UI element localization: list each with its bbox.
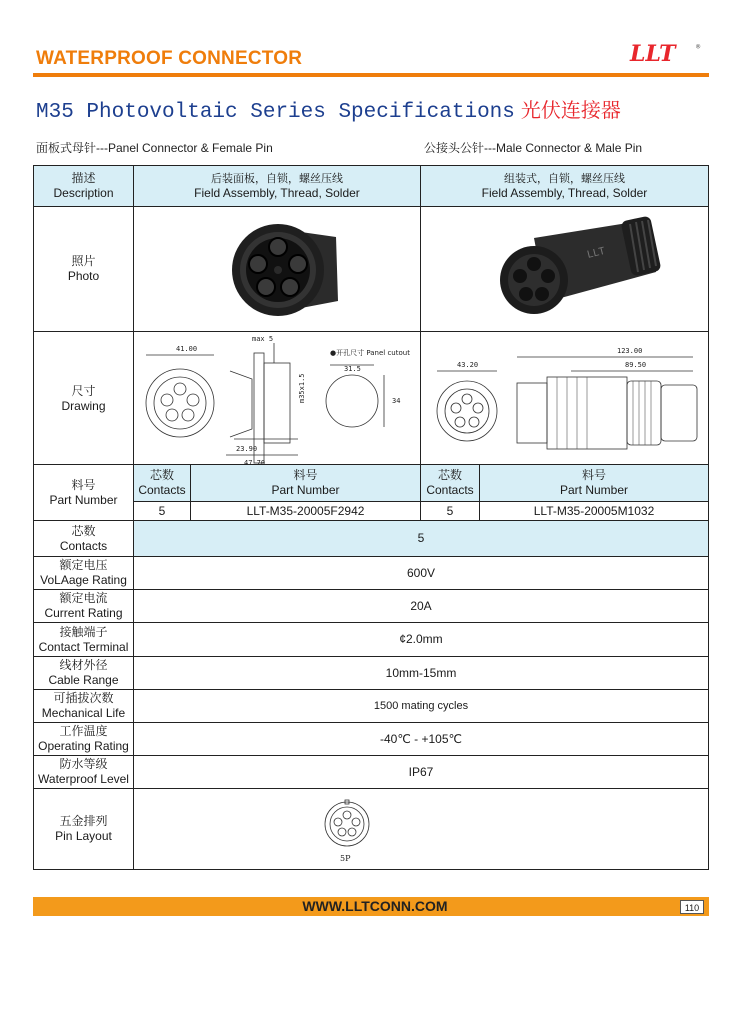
spec-label-cable (34, 657, 133, 689)
spec-label-cn: 芯数 (71, 523, 96, 538)
spec-label-temp (34, 723, 133, 755)
spec-label-en: Current Rating (44, 606, 123, 620)
spec-label-en: Waterproof Level (38, 772, 129, 786)
dim-4320: 43.20 (457, 361, 479, 369)
col-rule (420, 166, 421, 520)
left-part-number: LLT-M35-20005F2942 (246, 503, 365, 518)
part-number-label (34, 465, 133, 520)
header-rule (33, 73, 709, 77)
dim-cutout-34: 34 (392, 397, 401, 405)
spec-value-life: 1500 mating cycles (373, 699, 469, 712)
llt-logo (626, 40, 710, 66)
spec-value-voltage: 600V (406, 565, 436, 580)
drawing-label-en: Drawing (61, 398, 106, 413)
description-label-en: Description (53, 186, 114, 200)
spec-value-terminal: ¢2.0mm (399, 632, 443, 646)
spec-label-terminal (34, 623, 133, 656)
description-left-cn: 后装面板，自锁，螺丝压线 (211, 172, 343, 185)
spec-label-cn: 工作温度 (59, 724, 108, 738)
spec-value-cable: 10mm-15mm (385, 665, 457, 680)
spec-value-contacts: 5 (134, 521, 708, 556)
spec-label-waterproof (34, 756, 133, 788)
spec-label-cn: 额定电流 (59, 591, 108, 605)
photo-label (34, 207, 133, 331)
spec-value-temp: -40℃ - +105℃ (380, 731, 462, 746)
spec-label-en: Mechanical Life (41, 706, 126, 720)
spec-value-current: 20A (410, 598, 432, 613)
row-rule (34, 656, 708, 657)
description-label-cn: 描述 (71, 171, 96, 185)
dim-41: 41.00 (176, 345, 198, 353)
spec-label-cn: 额定电压 (59, 558, 108, 572)
spec-label-en: Operating Rating (38, 739, 129, 753)
panel-connector-drawing (134, 333, 420, 464)
male-connector-photo (496, 216, 666, 324)
description-label (34, 166, 133, 206)
subtitle-male-connector: 公接头公针---Male Connector & Male Pin (424, 141, 643, 155)
description-right-cn: 组装式，自锁，螺丝压线 (504, 172, 625, 185)
dim-2390: 23.90 (236, 445, 258, 453)
col-rule (133, 166, 134, 869)
spec-label-life (34, 690, 133, 722)
panel-connector-photo (224, 215, 344, 325)
spec-label-en: Contact Terminal (38, 639, 129, 654)
row-rule (34, 520, 708, 521)
row-rule (34, 755, 708, 756)
drawing-label-cn: 尺寸 (71, 383, 96, 398)
dim-cutout-315: 31.5 (344, 365, 361, 373)
spec-label-en: VoLAage Rating (40, 573, 127, 587)
spec-label-cn: 防水等级 (59, 757, 108, 771)
right-contacts-value: 5 (446, 503, 454, 518)
right-part-header-en: Part Number (559, 483, 629, 497)
section-title: WATERPROOF CONNECTOR (36, 48, 303, 69)
spec-label-cn: 接触端子 (59, 624, 108, 639)
right-part-header-cn: 料号 (581, 468, 606, 482)
logo-mark: ® (696, 43, 701, 51)
series-title-en: M35 Photovoltaic Series Specifications (36, 101, 515, 124)
subtitle-panel-connector: 面板式母针---Panel Connector & Female Pin (36, 141, 273, 155)
pin-layout-label-en: Pin Layout (55, 829, 112, 843)
spec-label-cn: 可插拔次数 (53, 691, 114, 705)
pin-layout-label (34, 789, 133, 869)
series-title (36, 94, 621, 124)
right-part-number: LLT-M35-20005M1032 (533, 503, 655, 518)
part-number-label-en: Part Number (49, 492, 118, 507)
panel-cutout-note: ●开孔尺寸 Panel cutout (330, 349, 410, 357)
row-rule (34, 722, 708, 723)
row-rule (34, 464, 708, 465)
right-contacts-header-cn: 芯数 (437, 468, 462, 482)
left-contacts-value: 5 (158, 503, 166, 518)
photo-label-cn: 照片 (71, 254, 96, 268)
row-rule (34, 788, 708, 789)
photo-label-en: Photo (67, 269, 100, 283)
drawing-label (34, 333, 133, 464)
description-right (421, 166, 708, 206)
left-contacts-header (134, 465, 190, 501)
description-right-en: Field Assembly, Thread, Solder (481, 186, 648, 200)
left-part-header (191, 465, 420, 501)
row-rule (34, 331, 708, 332)
footer-url[interactable]: WWW.LLTCONN.COM (302, 898, 448, 914)
dim-m35: m35x1.5 (298, 373, 306, 403)
row-rule (34, 622, 708, 623)
col-rule (190, 464, 191, 520)
col-rule (479, 464, 480, 520)
row-rule (34, 689, 708, 690)
left-part-header-cn: 料号 (293, 468, 318, 482)
spec-label-current (34, 590, 133, 622)
dim-12300: 123.00 (617, 347, 643, 355)
pin-layout-label-cn: 五金排列 (59, 814, 108, 828)
pin-layout-diagram (322, 799, 372, 867)
spec-table (33, 165, 709, 870)
row-rule (134, 501, 708, 502)
pin-layout-caption: 5P (340, 854, 351, 863)
left-contacts-header-cn: 芯数 (149, 468, 174, 482)
spec-label-en: Cable Range (48, 673, 119, 687)
page-number: 110 (680, 900, 704, 914)
spec-label-contacts (34, 521, 133, 556)
left-part-header-en: Part Number (271, 483, 340, 497)
right-part-header (480, 465, 708, 501)
dim-4770: 47.70 (244, 459, 266, 464)
spec-label-voltage (34, 557, 133, 589)
description-left-en: Field Assembly, Thread, Solder (194, 186, 360, 200)
photo-brand-mark: LLT (586, 245, 607, 261)
right-contacts-header (421, 465, 479, 501)
dim-8950: 89.50 (625, 361, 647, 369)
part-number-label-cn: 料号 (71, 477, 96, 492)
row-rule (34, 206, 708, 207)
row-rule (34, 556, 708, 557)
spec-label-cn: 线材外径 (59, 658, 108, 672)
row-rule (34, 589, 708, 590)
left-contacts-header-en: Contacts (138, 483, 186, 497)
spec-value-waterproof: IP67 (408, 764, 434, 779)
series-title-cn: 光伏连接器 (520, 98, 621, 122)
description-left (134, 166, 420, 206)
male-connector-drawing (421, 333, 708, 464)
dim-max5: max 5 (252, 335, 274, 343)
spec-label-en: Contacts (59, 538, 108, 553)
right-contacts-header-en: Contacts (426, 483, 474, 497)
logo-text: LLT (630, 41, 676, 66)
